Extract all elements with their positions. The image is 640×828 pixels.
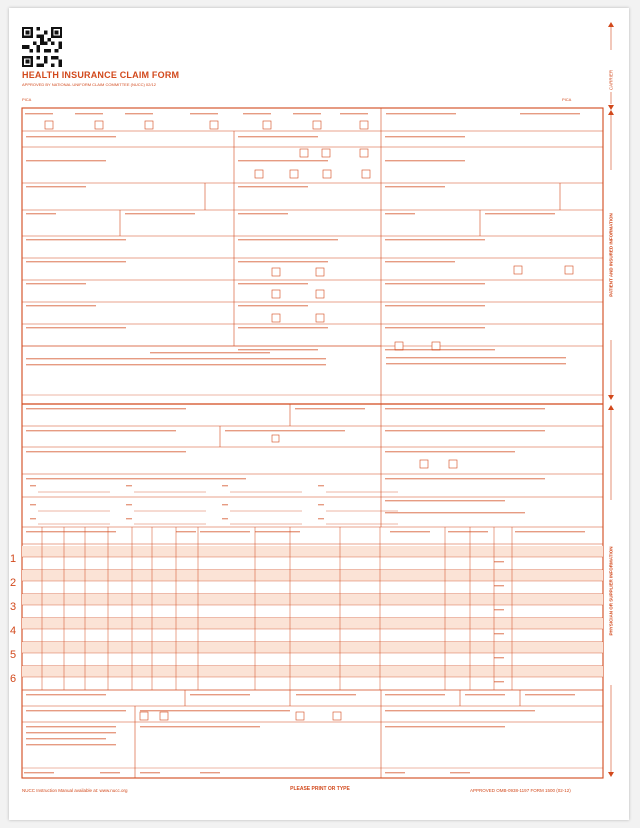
label-text-mark xyxy=(222,504,228,505)
label-text-mark xyxy=(222,518,228,519)
label-text-mark xyxy=(386,363,566,364)
label-text-mark xyxy=(26,694,106,695)
footer-instructions: NUCC Instruction Manual available at: www.nucc.org xyxy=(22,788,128,793)
label-text-mark xyxy=(176,531,196,532)
checkbox xyxy=(255,170,263,178)
checkbox xyxy=(160,712,168,720)
shaded-band xyxy=(22,570,603,581)
checkbox xyxy=(272,435,279,442)
label-text-mark xyxy=(26,451,186,452)
label-text-mark xyxy=(448,531,488,532)
label-text-mark xyxy=(30,518,36,519)
label-text-mark xyxy=(494,609,504,610)
label-text-mark xyxy=(238,261,328,262)
label-text-mark xyxy=(525,694,575,695)
pica-label-left: PICA xyxy=(22,97,32,102)
label-text-mark xyxy=(385,726,505,727)
label-text-mark xyxy=(30,485,36,486)
label-text-mark xyxy=(295,408,365,409)
label-text-mark xyxy=(390,531,430,532)
label-text-mark xyxy=(26,283,86,284)
label-text-mark xyxy=(385,512,525,513)
label-text-mark xyxy=(485,213,555,214)
footer-omb-note: APPROVED OMB-0938-1197 FORM 1500 (02-12) xyxy=(470,788,571,793)
label-text-mark xyxy=(385,500,505,501)
label-text-mark xyxy=(515,531,585,532)
label-text-mark xyxy=(125,213,195,214)
service-line-number: 1 xyxy=(10,553,17,565)
checkbox xyxy=(323,170,331,178)
label-text-mark xyxy=(26,160,106,161)
patient-section-label: PATIENT AND INSURED INFORMATION xyxy=(608,213,614,297)
label-text-mark xyxy=(385,186,445,187)
label-text-mark xyxy=(100,772,120,773)
label-text-mark xyxy=(140,726,260,727)
checkbox xyxy=(272,314,280,322)
checkbox xyxy=(360,121,368,129)
checkbox xyxy=(272,268,280,276)
shaded-band xyxy=(22,546,603,557)
checkbox xyxy=(333,712,341,720)
checkbox xyxy=(395,342,403,350)
checkbox xyxy=(263,121,271,129)
label-text-mark xyxy=(30,504,36,505)
label-text-mark xyxy=(140,710,290,711)
label-text-mark xyxy=(385,408,545,409)
label-text-mark xyxy=(26,738,106,739)
checkbox xyxy=(272,290,280,298)
checkbox xyxy=(140,712,148,720)
service-line-number: 2 xyxy=(10,577,17,589)
label-text-mark xyxy=(318,518,324,519)
label-text-mark xyxy=(385,305,485,306)
label-text-mark xyxy=(26,710,126,711)
footer-print-note: PLEASE PRINT OR TYPE xyxy=(290,786,350,792)
label-text-mark xyxy=(385,478,545,479)
label-text-mark xyxy=(238,349,318,350)
label-text-mark xyxy=(243,113,271,114)
service-line-number: 6 xyxy=(10,673,17,685)
label-text-mark xyxy=(26,478,246,479)
checkbox xyxy=(296,712,304,720)
label-text-mark xyxy=(26,261,126,262)
label-text-mark xyxy=(494,681,504,682)
label-text-mark xyxy=(26,213,56,214)
label-text-mark xyxy=(25,113,53,114)
label-text-mark xyxy=(494,657,504,658)
checkbox xyxy=(565,266,573,274)
checkbox xyxy=(95,121,103,129)
label-text-mark xyxy=(225,430,345,431)
service-line-number: 4 xyxy=(10,625,17,637)
checkbox xyxy=(449,460,457,468)
label-text-mark xyxy=(200,531,250,532)
checkbox xyxy=(210,121,218,129)
form-border xyxy=(22,108,603,778)
label-text-mark xyxy=(150,352,270,353)
label-text-mark xyxy=(26,364,326,365)
label-text-mark xyxy=(26,305,96,306)
checkbox xyxy=(316,314,324,322)
label-text-mark xyxy=(318,485,324,486)
shaded-band xyxy=(22,666,603,677)
label-text-mark xyxy=(26,408,186,409)
label-text-mark xyxy=(296,694,356,695)
form-approval-note: APPROVED BY NATIONAL UNIFORM CLAIM COMMITTEE (NUCC) 02/12 xyxy=(22,82,156,87)
label-text-mark xyxy=(238,283,308,284)
label-text-mark xyxy=(200,772,220,773)
label-text-mark xyxy=(190,113,218,114)
label-text-mark xyxy=(26,136,116,137)
shaded-band xyxy=(22,594,603,605)
label-text-mark xyxy=(520,113,580,114)
shaded-band xyxy=(22,642,603,653)
label-text-mark xyxy=(494,633,504,634)
label-text-mark xyxy=(386,113,456,114)
label-text-mark xyxy=(26,327,126,328)
checkbox xyxy=(432,342,440,350)
checkbox xyxy=(300,149,308,157)
checkbox xyxy=(313,121,321,129)
checkbox xyxy=(145,121,153,129)
shaded-band xyxy=(22,618,603,629)
label-text-mark xyxy=(26,732,116,733)
label-text-mark xyxy=(318,504,324,505)
label-text-mark xyxy=(340,113,368,114)
label-text-mark xyxy=(238,186,308,187)
label-text-mark xyxy=(385,772,405,773)
label-text-mark xyxy=(385,261,455,262)
label-text-mark xyxy=(26,358,326,359)
label-text-mark xyxy=(26,430,176,431)
label-text-mark xyxy=(26,531,116,532)
label-text-mark xyxy=(238,213,288,214)
label-text-mark xyxy=(26,239,126,240)
checkbox xyxy=(45,121,53,129)
label-text-mark xyxy=(238,136,318,137)
form-title: HEALTH INSURANCE CLAIM FORM xyxy=(22,70,180,80)
label-text-mark xyxy=(126,485,132,486)
label-text-mark xyxy=(222,485,228,486)
physician-section-label: PHYSICIAN OR SUPPLIER INFORMATION xyxy=(608,546,614,636)
label-text-mark xyxy=(385,160,465,161)
label-text-mark xyxy=(26,726,116,727)
label-text-mark xyxy=(26,744,116,745)
label-text-mark xyxy=(385,239,485,240)
checkbox xyxy=(316,268,324,276)
label-text-mark xyxy=(450,772,470,773)
label-text-mark xyxy=(26,186,86,187)
label-text-mark xyxy=(385,710,535,711)
label-text-mark xyxy=(385,349,495,350)
label-text-mark xyxy=(385,451,515,452)
checkbox xyxy=(322,149,330,157)
checkbox xyxy=(514,266,522,274)
pica-label-right: PICA xyxy=(562,97,572,102)
label-text-mark xyxy=(386,357,566,358)
label-text-mark xyxy=(385,213,415,214)
label-text-mark xyxy=(126,518,132,519)
label-text-mark xyxy=(24,772,54,773)
checkbox xyxy=(420,460,428,468)
checkbox xyxy=(290,170,298,178)
label-text-mark xyxy=(255,531,300,532)
checkbox xyxy=(362,170,370,178)
label-text-mark xyxy=(125,113,153,114)
label-text-mark xyxy=(75,113,103,114)
label-text-mark xyxy=(238,160,328,161)
label-text-mark xyxy=(385,694,445,695)
label-text-mark xyxy=(126,504,132,505)
carrier-label: CARRIER xyxy=(608,69,614,91)
label-text-mark xyxy=(385,327,485,328)
label-text-mark xyxy=(238,305,308,306)
label-text-mark xyxy=(494,585,504,586)
label-text-mark xyxy=(385,136,465,137)
label-text-mark xyxy=(238,239,338,240)
label-text-mark xyxy=(465,694,505,695)
checkbox xyxy=(316,290,324,298)
label-text-mark xyxy=(293,113,321,114)
service-line-number: 5 xyxy=(10,649,17,661)
label-text-mark xyxy=(494,561,504,562)
service-line-number: 3 xyxy=(10,601,17,613)
checkbox xyxy=(360,149,368,157)
label-text-mark xyxy=(238,327,328,328)
label-text-mark xyxy=(140,772,160,773)
label-text-mark xyxy=(385,283,485,284)
label-text-mark xyxy=(385,430,545,431)
label-text-mark xyxy=(190,694,250,695)
